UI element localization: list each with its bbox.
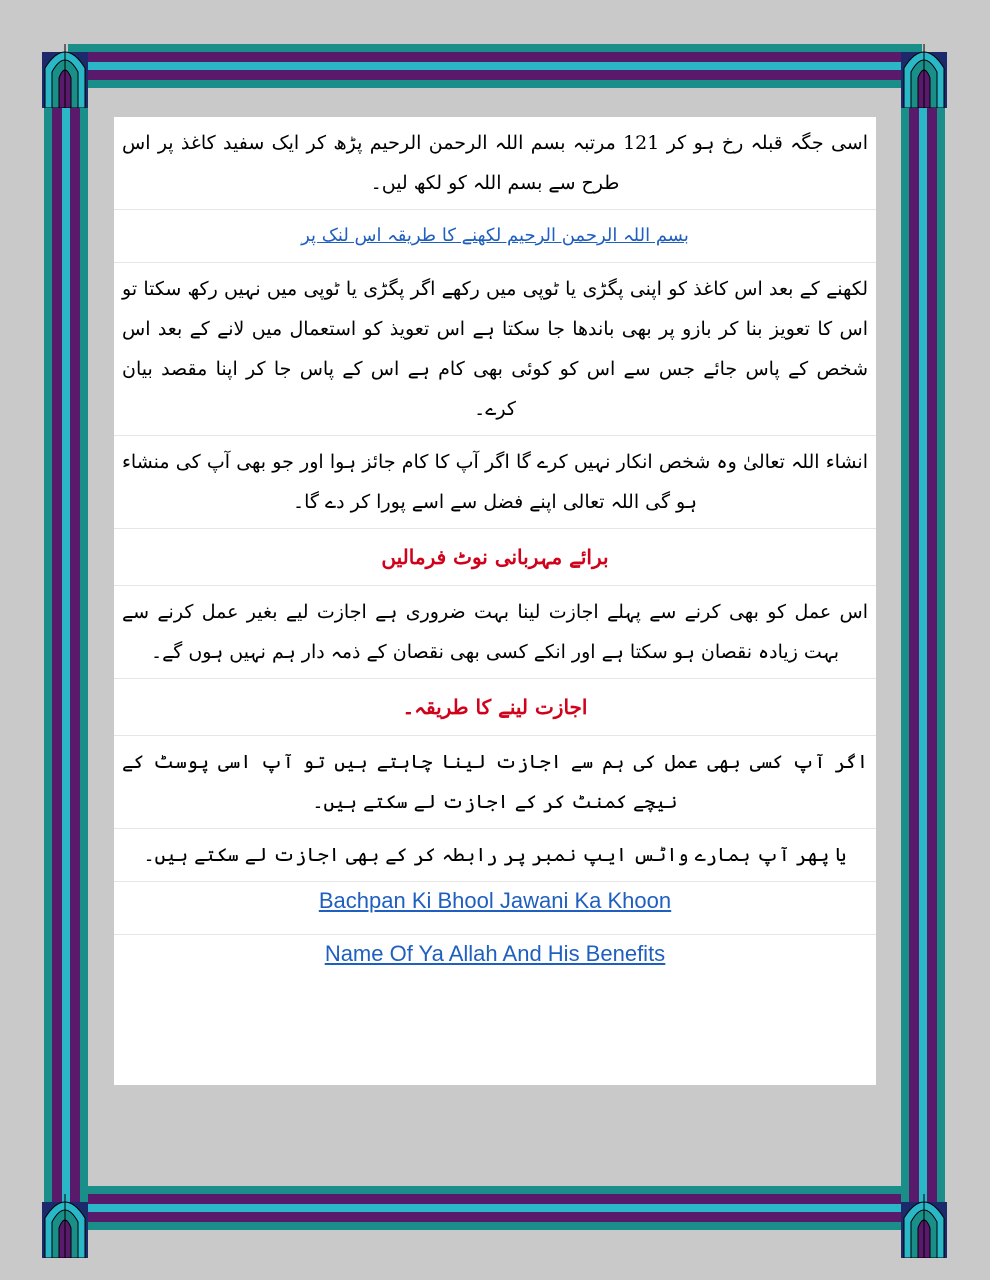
frame-top-bar <box>68 44 922 90</box>
frame-left-bar <box>44 70 90 1210</box>
corner-arch-top-right <box>901 38 947 108</box>
paragraph-intro: اسی جگہ قبلہ رخ ہو کر 121 مرتبہ بسم اللہ الرحمن الرحیم پڑھ کر ایک سفید کاغذ پر اس طرح سے بسم اللہ کو لکھ لیں۔ <box>114 117 876 210</box>
paragraph-permission-warning: اس عمل کو بھی کرنے سے پہلے اجازت لینا بہت ضروری ہے اجازت لیے بغیر عمل کرنے سے بہت زیادہ نقصان ہو سکتا ہے اور انکے کسی بھی نقصان کے ذمہ دار ہم نہیں ہوں گے۔ <box>114 586 876 679</box>
heading-please-note: برائے مہربانی نوٹ فرمالیں <box>114 529 876 586</box>
paragraph-after-writing: لکھنے کے بعد اس کاغذ کو اپنی پگڑی یا ٹوپی میں رکھے اگر پگڑی یا ٹوپی میں نہیں رکھ سکتا تو اس کا تعویز بنا کر بازو پر بھی باندھا جا سکتا ہے اس تعویذ کو استعمال میں لانے کے بعد اس شخص کے پاس جائے جس سے اس کو کوئی بھی کام ہے اس کے پاس جا کر اپنا مقصد بیان کرے۔ <box>114 263 876 436</box>
bismillah-link-row <box>114 210 876 263</box>
bachpan-link[interactable]: Bachpan Ki Bhool Jawani Ka Khoon <box>318 888 672 913</box>
link-row-1 <box>114 882 876 935</box>
ya-allah-link[interactable]: Name Of Ya Allah And His Benefits <box>324 941 666 966</box>
link-row-2 <box>114 935 876 987</box>
paragraph-whatsapp-permission: یا پھر آپ ہمارے واٹس ایپ نمبر پر رابطہ کر کے بھی اجازت لے سکتے ہیں۔ <box>114 829 876 882</box>
paragraph-comment-permission: اگر آپ کسی بھی عمل کی ہم سے اجازت لینا چاہتے ہیں تو آپ اسی پوسٹ کے نیچے کمنٹ کر کے اجازت لے سکتے ہیں۔ <box>114 736 876 829</box>
content-panel <box>114 117 876 1085</box>
corner-arch-bottom-left <box>42 1188 88 1258</box>
bismillah-writing-link[interactable]: بسم اللہ الرحمن الرحیم لکھنے کا طریقہ اس لنک پر <box>301 225 689 246</box>
frame-bottom-bar <box>68 1186 922 1232</box>
heading-permission-method: اجازت لینے کا طریقہ۔ <box>114 679 876 736</box>
frame-right-bar <box>901 70 947 1210</box>
corner-arch-top-left <box>42 38 88 108</box>
corner-arch-bottom-right <box>901 1188 947 1258</box>
paragraph-insha-allah: انشاء اللہ تعالیٰ وہ شخص انکار نہیں کرے گا اگر آپ کا کام جائز ہوا اور جو بھی آپ کی منشاء ہو گی اللہ تعالی اپنے فضل سے اسے پورا کر دے گا۔ <box>114 436 876 529</box>
